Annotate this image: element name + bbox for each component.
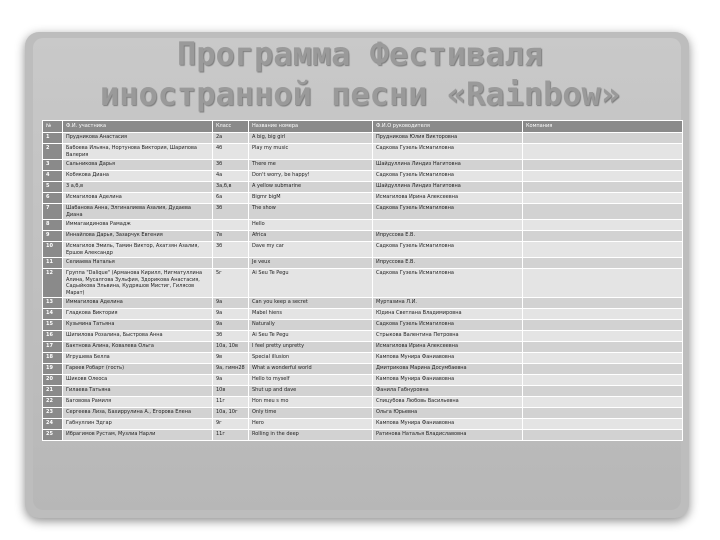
row-number: 19 xyxy=(43,364,63,375)
table-row xyxy=(43,204,683,220)
song-title-cell: The show xyxy=(249,204,373,220)
class-cell: 9а xyxy=(213,309,249,320)
table-row xyxy=(43,331,683,342)
song-title-cell: Je veux xyxy=(249,258,373,269)
table-row xyxy=(43,375,683,386)
class-cell: 7в xyxy=(213,231,249,242)
program-table xyxy=(42,120,683,441)
participant-cell: Кузьмина Татьяна xyxy=(63,320,213,331)
table-row xyxy=(43,220,683,231)
row-number: 17 xyxy=(43,342,63,353)
supervisor-cell: Садкова Гузель Исмагиловна xyxy=(373,204,523,220)
table-row xyxy=(43,309,683,320)
participant-cell: Исмагилова Аделина xyxy=(63,193,213,204)
table-body xyxy=(43,133,683,441)
participant-cell: Ибрагимов Рустам, Музлиа Нарли xyxy=(63,430,213,441)
supervisor-cell: Садкова Гузель Исмагиловна xyxy=(373,144,523,160)
class-cell xyxy=(213,258,249,269)
company-cell xyxy=(523,220,683,231)
class-cell: 10в xyxy=(213,386,249,397)
participant-cell: Габнуллин Эдгар xyxy=(63,419,213,430)
participant-cell: Шипилова Розалина, Быстрова Анна xyxy=(63,331,213,342)
title-line-2: иностранной песни «Rainbow» xyxy=(99,75,621,113)
row-number: 10 xyxy=(43,242,63,258)
song-title-cell: There me xyxy=(249,160,373,171)
class-cell: 3а,б,в xyxy=(213,182,249,193)
program-table-container xyxy=(42,120,682,441)
table-row xyxy=(43,193,683,204)
participant-cell: Баговова Рамиля xyxy=(63,397,213,408)
company-cell xyxy=(523,419,683,430)
class-cell: 9а, гимн28 xyxy=(213,364,249,375)
class-cell: 11г xyxy=(213,430,249,441)
song-title-cell: Mabel hiens xyxy=(249,309,373,320)
participant-cell: Шиковв Олеоса xyxy=(63,375,213,386)
participant-cell: Исмагилов Эмиль, Тамин Виктор, Ахатзян Азалия, Ершов Александр xyxy=(63,242,213,258)
supervisor-cell: Кампова Мунира Фаниавовна xyxy=(373,353,523,364)
class-cell: 3б xyxy=(213,331,249,342)
class-cell: 3б xyxy=(213,204,249,220)
supervisor-cell: Садкова Гузель Исмагиловна xyxy=(373,269,523,298)
class-cell: 6а xyxy=(213,193,249,204)
company-cell xyxy=(523,171,683,182)
supervisor-cell: Садкова Гузель Исмагиловна xyxy=(373,171,523,182)
participant-cell: Селиаева Наталья xyxy=(63,258,213,269)
song-title-cell: I feel pretty unpretty xyxy=(249,342,373,353)
song-title-cell: Hello to myself xyxy=(249,375,373,386)
table-row xyxy=(43,320,683,331)
supervisor-cell: Стрыкова Валентина Петровна xyxy=(373,331,523,342)
table-row xyxy=(43,258,683,269)
table-row xyxy=(43,353,683,364)
supervisor-cell: Ольга Юрьевна xyxy=(373,408,523,419)
table-row xyxy=(43,133,683,144)
participant-cell: Игрушева Белла xyxy=(63,353,213,364)
header-song-title: Название номера xyxy=(249,121,373,133)
class-cell: 9а xyxy=(213,320,249,331)
row-number: 11 xyxy=(43,258,63,269)
table-row xyxy=(43,298,683,309)
row-number: 23 xyxy=(43,408,63,419)
company-cell xyxy=(523,193,683,204)
song-title-cell: Rolling in the deep xyxy=(249,430,373,441)
row-number: 1 xyxy=(43,133,63,144)
song-title-cell: Hon meu s mo xyxy=(249,397,373,408)
row-number: 2 xyxy=(43,144,63,160)
table-row xyxy=(43,408,683,419)
participant-cell: Иммагилова Аделина xyxy=(63,298,213,309)
header-supervisor: Ф.И.О руководителя xyxy=(373,121,523,133)
class-cell: 9в xyxy=(213,353,249,364)
table-header-row xyxy=(43,121,683,133)
supervisor-cell: Прудникова Юлия Викторовна xyxy=(373,133,523,144)
row-number: 6 xyxy=(43,193,63,204)
song-title-cell: Dave my car xyxy=(249,242,373,258)
class-cell: 10а, 10г xyxy=(213,408,249,419)
company-cell xyxy=(523,331,683,342)
row-number: 8 xyxy=(43,220,63,231)
company-cell xyxy=(523,364,683,375)
table-row xyxy=(43,171,683,182)
company-cell xyxy=(523,408,683,419)
supervisor-cell: Ратинова Наталья Владиславовна xyxy=(373,430,523,441)
row-number: 14 xyxy=(43,309,63,320)
supervisor-cell: Кампова Мунира Фаниавовна xyxy=(373,419,523,430)
song-title-cell: Bigmr bigM xyxy=(249,193,373,204)
row-number: 9 xyxy=(43,231,63,242)
class-cell: 3б xyxy=(213,242,249,258)
song-title-cell: A big, big girl xyxy=(249,133,373,144)
participant-cell: Бабоева Ильяна, Нортунова Виктория, Шарипова Валерия xyxy=(63,144,213,160)
supervisor-cell: Садкова Гузель Исмагиловна xyxy=(373,320,523,331)
row-number: 7 xyxy=(43,204,63,220)
company-cell xyxy=(523,160,683,171)
header-company: Компания xyxy=(523,121,683,133)
table-row xyxy=(43,419,683,430)
row-number: 24 xyxy=(43,419,63,430)
table-row xyxy=(43,242,683,258)
row-number: 3 xyxy=(43,160,63,171)
company-cell xyxy=(523,298,683,309)
table-row xyxy=(43,397,683,408)
row-number: 20 xyxy=(43,375,63,386)
row-number: 5 xyxy=(43,182,63,193)
table-row xyxy=(43,342,683,353)
song-title-cell: Hero xyxy=(249,419,373,430)
participant-cell: Сальникова Дарья xyxy=(63,160,213,171)
supervisor-cell: Юдина Светлана Владимировна xyxy=(373,309,523,320)
participant-cell: Шабанова Анна, Элгиналиева Азалия, Дудаева Диана xyxy=(63,204,213,220)
class-cell: 9а xyxy=(213,298,249,309)
participant-cell: Гладкова Виктория xyxy=(63,309,213,320)
participant-cell: Сергеева Лиза, Бахиррулина А., Егорова Елена xyxy=(63,408,213,419)
company-cell xyxy=(523,182,683,193)
company-cell xyxy=(523,430,683,441)
table-row xyxy=(43,269,683,298)
table-row xyxy=(43,182,683,193)
class-cell: 4б xyxy=(213,144,249,160)
row-number: 12 xyxy=(43,269,63,298)
company-cell xyxy=(523,133,683,144)
participant-cell: Иннайлова Дарья, Зазарчук Евгения xyxy=(63,231,213,242)
song-title-cell: What a wonderful world xyxy=(249,364,373,375)
song-title-cell: A yellow submarine xyxy=(249,182,373,193)
participant-cell: Иммагаидинова Рамадж xyxy=(63,220,213,231)
company-cell xyxy=(523,309,683,320)
participant-cell: 3 а,б,в xyxy=(63,182,213,193)
company-cell xyxy=(523,204,683,220)
supervisor-cell: Кампова Мунира Фаниавовна xyxy=(373,375,523,386)
company-cell xyxy=(523,375,683,386)
row-number: 13 xyxy=(43,298,63,309)
participant-cell: Гареев Робарт (гость) xyxy=(63,364,213,375)
song-title-cell: Africa xyxy=(249,231,373,242)
company-cell xyxy=(523,269,683,298)
table-row xyxy=(43,144,683,160)
supervisor-cell: Исмагилова Ирина Алексеевна xyxy=(373,342,523,353)
company-cell xyxy=(523,397,683,408)
row-number: 15 xyxy=(43,320,63,331)
class-cell xyxy=(213,220,249,231)
company-cell xyxy=(523,353,683,364)
song-title-cell: Naturally xyxy=(249,320,373,331)
table-row xyxy=(43,386,683,397)
song-title-cell: Can you keep a secret xyxy=(249,298,373,309)
song-title-cell: Don't worry, be happy! xyxy=(249,171,373,182)
class-cell: 10а, 10в xyxy=(213,342,249,353)
company-cell xyxy=(523,144,683,160)
table-row xyxy=(43,430,683,441)
class-cell: 5г xyxy=(213,269,249,298)
song-title-cell: Ai Seu Te Pegu xyxy=(249,269,373,298)
table-row xyxy=(43,231,683,242)
class-cell: 3б xyxy=(213,160,249,171)
company-cell xyxy=(523,320,683,331)
header-number: № xyxy=(43,121,63,133)
participant-cell: Гилаева Татьяна xyxy=(63,386,213,397)
supervisor-cell xyxy=(373,220,523,231)
supervisor-cell: Исмагилова Ирина Алексеевна xyxy=(373,193,523,204)
row-number: 16 xyxy=(43,331,63,342)
class-cell: 9г xyxy=(213,419,249,430)
page-title xyxy=(0,34,720,114)
participant-cell: Группа "Dalique" (Арманова Кирилл, Нигматуллина Алина, Мусалгова Зульфия, Здорикова Анастасия, Садыйкова Эльвина, Кудряшов Мистиг, Гилясов Марат) xyxy=(63,269,213,298)
class-cell: 11г xyxy=(213,397,249,408)
table-row xyxy=(43,364,683,375)
supervisor-cell: Спицубова Любовь Васильевна xyxy=(373,397,523,408)
class-cell: 4а xyxy=(213,171,249,182)
supervisor-cell: Садкова Гузель Исмагиловна xyxy=(373,242,523,258)
song-title-cell: Play my music xyxy=(249,144,373,160)
company-cell xyxy=(523,342,683,353)
company-cell xyxy=(523,242,683,258)
participant-cell: Бактнова Алина, Ковалева Ольга xyxy=(63,342,213,353)
supervisor-cell: Ипруссова Е.В. xyxy=(373,231,523,242)
song-title-cell: Only time xyxy=(249,408,373,419)
song-title-cell: Special illusion xyxy=(249,353,373,364)
header-class: Класс xyxy=(213,121,249,133)
participant-cell: Кобякова Диана xyxy=(63,171,213,182)
row-number: 22 xyxy=(43,397,63,408)
supervisor-cell: Муртазина Л.И. xyxy=(373,298,523,309)
supervisor-cell: Дмитрикова Марина Досумбаевна xyxy=(373,364,523,375)
supervisor-cell: Шайдуллина Линдиз Нагитовна xyxy=(373,160,523,171)
song-title-cell: Ai Seu Te Pegu xyxy=(249,331,373,342)
row-number: 18 xyxy=(43,353,63,364)
row-number: 21 xyxy=(43,386,63,397)
company-cell xyxy=(523,231,683,242)
participant-cell: Прудникова Анастасия xyxy=(63,133,213,144)
song-title-cell: Shut up and dave xyxy=(249,386,373,397)
row-number: 25 xyxy=(43,430,63,441)
song-title-cell: Hello xyxy=(249,220,373,231)
class-cell: 9а xyxy=(213,375,249,386)
supervisor-cell: Шайдуллина Линдиз Нагитовна xyxy=(373,182,523,193)
table-row xyxy=(43,160,683,171)
supervisor-cell: Фанила Габнуровна xyxy=(373,386,523,397)
class-cell: 2а xyxy=(213,133,249,144)
supervisor-cell: Ипруссова Е.В. xyxy=(373,258,523,269)
company-cell xyxy=(523,258,683,269)
row-number: 4 xyxy=(43,171,63,182)
header-participant: Ф.И. участника xyxy=(63,121,213,133)
company-cell xyxy=(523,386,683,397)
title-line-1: Программа Фестиваля xyxy=(176,35,544,73)
